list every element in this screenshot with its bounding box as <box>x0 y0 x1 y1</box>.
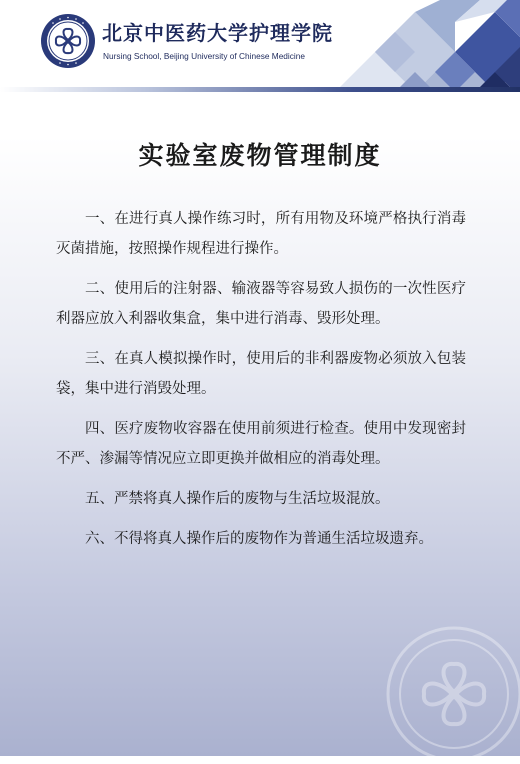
header-decoration <box>275 0 520 92</box>
rule-item: 二、使用后的注射器、输液器等容易致人损伤的一次性医疗利器应放入利器收集盒，集中进行消毒、毁形处理。 <box>56 281 466 327</box>
header <box>0 0 520 92</box>
rule-item: 五、严禁将真人操作后的废物与生活垃圾混放。 <box>85 491 390 507</box>
school-name-en: Nursing School, Beijing University of Chinese Medicine <box>103 51 305 61</box>
school-name-cn: 北京中医药大学护理学院 <box>102 21 333 45</box>
document-title: 实验室废物管理制度 <box>138 141 382 170</box>
header-divider <box>0 87 520 92</box>
rules-list <box>56 204 466 564</box>
school-logo-icon <box>40 13 96 69</box>
watermark-logo-icon <box>384 624 520 764</box>
rule-item: 四、医疗废物收容器在使用前须进行检查。使用中发现密封不严、渗漏等情况应立即更换并做相应的消毒处理。 <box>56 421 466 467</box>
rule-item: 六、不得将真人操作后的废物作为普通生活垃圾遗弃。 <box>85 531 433 547</box>
rule-item: 一、在进行真人操作练习时，所有用物及环境严格执行消毒灭菌措施，按照操作规程进行操作。 <box>56 211 466 257</box>
rule-item: 三、在真人模拟操作时，使用后的非利器废物必须放入包装袋，集中进行消毁处理。 <box>56 351 466 397</box>
